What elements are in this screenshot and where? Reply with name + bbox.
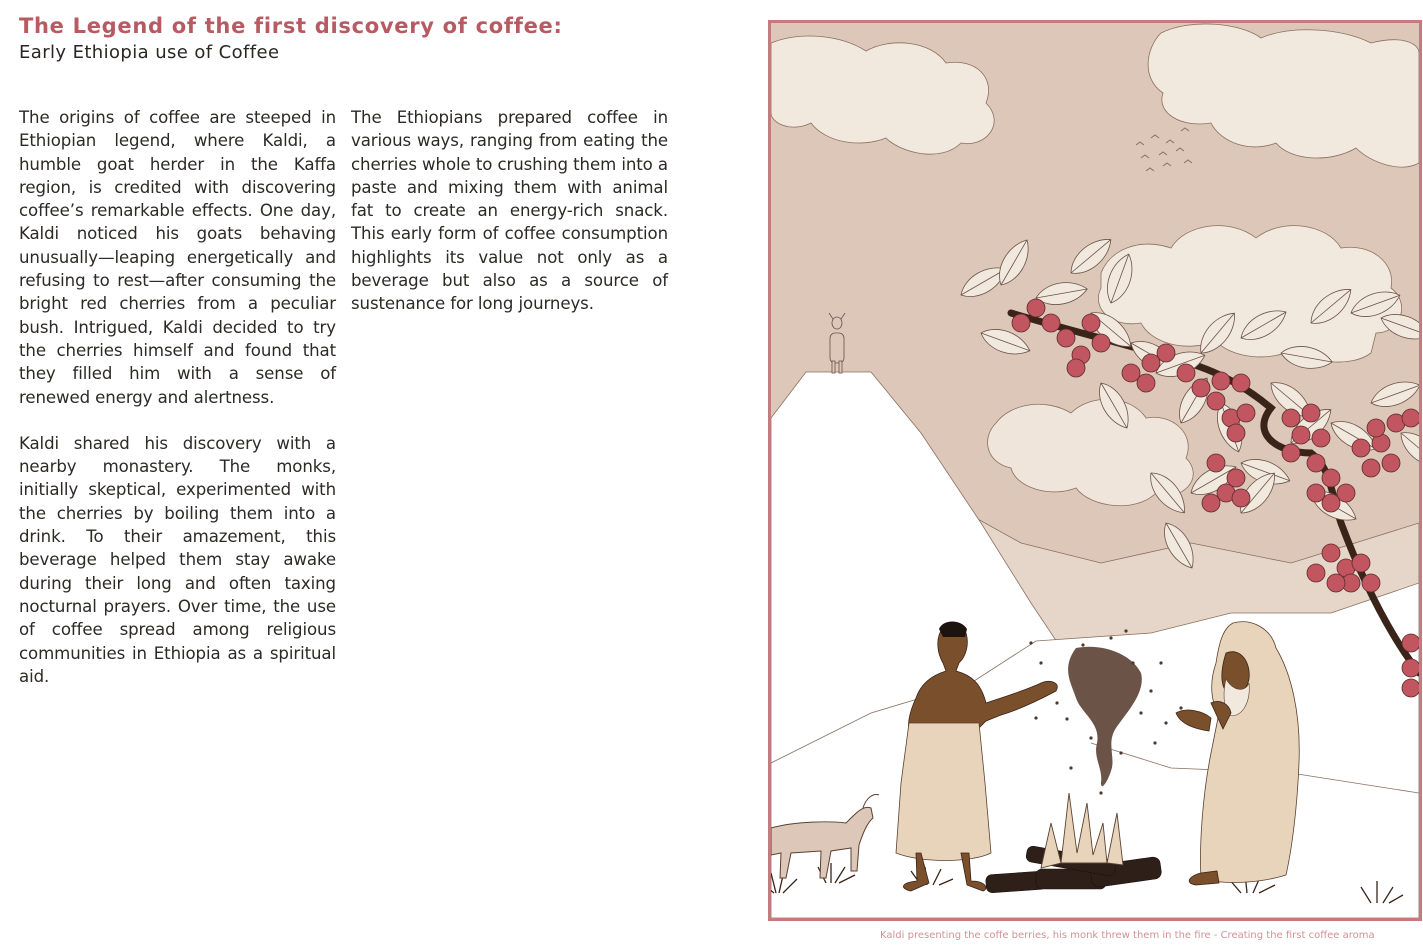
coffee-cherry (1367, 419, 1385, 437)
coffee-cherry (1322, 544, 1340, 562)
aroma-dot (1055, 701, 1058, 704)
paragraph-preparation: The Ethiopians prepared coffee in various ways, ranging from eating the cherries whole to crushing them into a paste and mixing them with animal fat to create an energy-rich snack. This early form of coffee consumption highlights its value not only as a beverage but also as a source of sustenance for long journeys. (351, 108, 668, 314)
coffee-cherry (1212, 372, 1230, 390)
aroma-dot (1153, 741, 1156, 744)
coffee-cherry (1307, 484, 1325, 502)
aroma-dot (1099, 791, 1102, 794)
aroma-dot (1139, 711, 1142, 714)
coffee-cherry (1402, 659, 1419, 677)
coffee-cherry (1307, 564, 1325, 582)
text-column-left (19, 106, 336, 711)
coffee-cherry (1292, 426, 1310, 444)
aroma-dot (1065, 717, 1068, 720)
coffee-cherry (1282, 444, 1300, 462)
coffee-cherry (1232, 374, 1250, 392)
coffee-cherry (1352, 439, 1370, 457)
coffee-cherry (1322, 494, 1340, 512)
coffee-cherry (1352, 554, 1370, 572)
aroma-dot (1159, 661, 1162, 664)
coffee-cherry (1232, 489, 1250, 507)
coffee-cherry (1402, 634, 1419, 652)
aroma-dot (1179, 706, 1182, 709)
coffee-cherry (1227, 469, 1245, 487)
coffee-cherry (1157, 344, 1175, 362)
coffee-cherry (1327, 574, 1345, 592)
coffee-cherry (1227, 424, 1245, 442)
coffee-cherry (1402, 409, 1419, 427)
coffee-cherry (1362, 574, 1380, 592)
coffee-cherry (1302, 404, 1320, 422)
page-subtitle: Early Ethiopia use of Coffee (19, 42, 280, 63)
aroma-dot (1034, 716, 1037, 719)
coffee-cherry (1027, 299, 1045, 317)
coffee-cherry (1362, 459, 1380, 477)
coffee-cherry (1207, 454, 1225, 472)
page-title: The Legend of the first discovery of coffee: (19, 14, 563, 38)
aroma-dot (1124, 629, 1127, 632)
coffee-cherry (1322, 469, 1340, 487)
aroma-dot (1081, 643, 1084, 646)
coffee-cherry (1237, 404, 1255, 422)
illustration-frame (768, 20, 1422, 921)
coffee-cherry (1207, 392, 1225, 410)
coffee-cherry (1012, 314, 1030, 332)
coffee-cherry (1057, 329, 1075, 347)
coffee-cherry (1312, 429, 1330, 447)
coffee-cherry (1192, 379, 1210, 397)
coffee-cherry (1282, 409, 1300, 427)
coffee-cherry (1337, 484, 1355, 502)
aroma-dot (1069, 766, 1072, 769)
coffee-cherry (1382, 454, 1400, 472)
coffee-legend-illustration (771, 23, 1419, 918)
coffee-cherry (1307, 454, 1325, 472)
aroma-dot (1089, 736, 1092, 739)
coffee-cherry (1142, 354, 1160, 372)
aroma-dot (1164, 721, 1167, 724)
aroma-dot (1119, 751, 1122, 754)
coffee-cherry (1042, 314, 1060, 332)
coffee-cherry (1067, 359, 1085, 377)
coffee-cherry (1202, 494, 1220, 512)
coffee-cherry (1092, 334, 1110, 352)
illustration-caption: Kaldi presenting the coffe berries, his monk threw them in the fire - Creating the first coffee aroma (880, 930, 1375, 941)
aroma-dot (1029, 641, 1032, 644)
paragraph-kaldi-legend: The origins of coffee are steeped in Ethiopian legend, where Kaldi, a humble goat herder in the Kaffa region, is credited with discovering coffee’s remarkable effects. One day, Kaldi noticed his goats behaving unusually—leaping energetically and refusing to rest—after consuming the bright red cherries from a peculiar bush. Intrigued, Kaldi decided to try the cherries himself and found that they filled him with a sense of renewed energy and alertness. (19, 108, 336, 407)
coffee-cherry (1082, 314, 1100, 332)
paragraph-monastery: Kaldi shared his discovery with a nearby monastery. The monks, initially skeptical, experimented with the cherries by boiling them into a drink. To their amazement, this beverage helped them stay awake during their long and often taxing nocturnal prayers. Over time, the use of coffee spread among religious communities in Ethiopia as a spiritual aid. (19, 433, 336, 686)
aroma-dot (1131, 661, 1134, 664)
coffee-cherry (1402, 679, 1419, 697)
text-column-right (351, 106, 668, 339)
aroma-dot (1109, 636, 1112, 639)
coffee-cherry (1122, 364, 1140, 382)
aroma-dot (1039, 661, 1042, 664)
coffee-cherry (1177, 364, 1195, 382)
coffee-cherry (1137, 374, 1155, 392)
aroma-dot (1149, 689, 1152, 692)
